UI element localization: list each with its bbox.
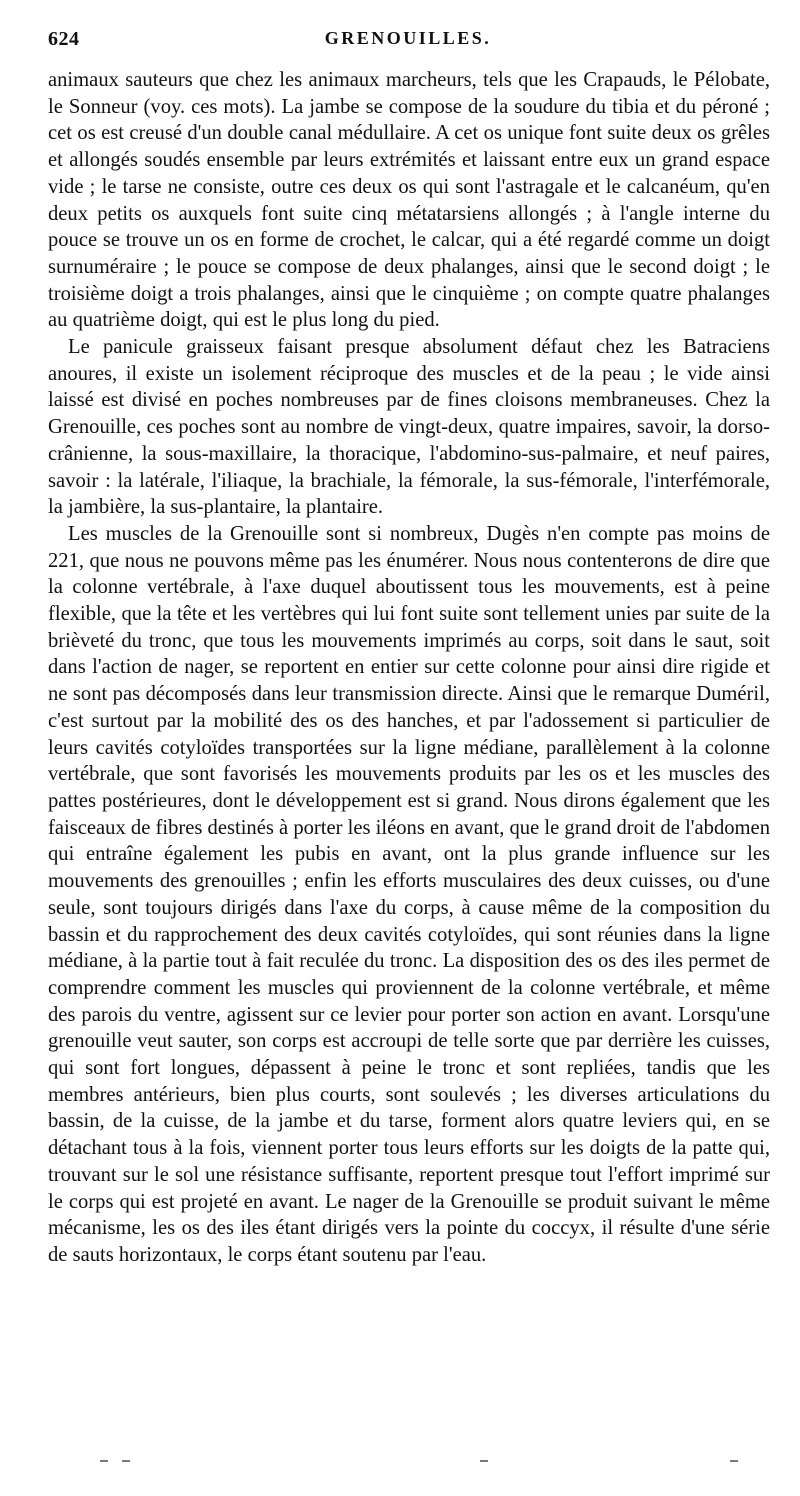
page-header bbox=[48, 28, 768, 60]
page-number: 624 bbox=[48, 28, 80, 50]
print-mark bbox=[730, 1460, 738, 1462]
paragraph-panicule: Le panicule graisseux faisant presque absolument défaut chez les Batraciens anoures, il existe un isolement réciproque des muscles et de la peau ; le vide ainsi laissé est divisé en poches nombreuses par de fines cloisons membraneuses. Chez la Grenouille, ces poches sont au nombre de vingt-deux, quatre impaires, savoir, la dorso-crânienne, la sous-maxillaire, la thoracique, l'abdomino-sus-palmaire, et neuf paires, savoir : la latérale, l'iliaque, la brachiale, la fémorale, la sus-fémorale, l'interfémorale, la jambière, la sus-plantaire, la plantaire. bbox=[48, 336, 770, 519]
print-mark bbox=[100, 1460, 108, 1462]
print-mark bbox=[480, 1460, 488, 1462]
running-title: GRENOUILLES. bbox=[324, 28, 492, 48]
footer-print-marks bbox=[100, 1460, 740, 1466]
paragraph-muscles: Les muscles de la Grenouille sont si nombreux, Dugès n'en compte pas moins de 221, que nous ne pouvons même pas les énumérer. Nous nous contenterons de dire que la colonne vertébrale, à l'axe duquel aboutissent tous les mouvements, est à peine flexible, que la tête et les vertèbres qui lui font suite sont tellement unies par suite de la brièveté du tronc, que tous les mouvements imprimés au corps, soit dans le saut, soit dans l'action de nager, se reportent en entier sur cette colonne pour ainsi dire rigide et ne sont pas décomposés dans leur transmission directe. Ainsi que le remarque Duméril, c'est surtout par la mobilité des os des hanches, et par l'adossement si particulier de leurs cavités cotyloïdes transportées sur la ligne médiane, parallèlement à la colonne vertébrale, que sont favorisés les mouvements produits par les os et les muscles des pattes postérieures, dont le développement est si grand. Nous dirons également que les faisceaux de fibres destinés à porter les iléons en avant, que le grand droit de l'abdomen qui entraîne également les pubis en avant, ont la plus grande influence sur les mouvements des grenouilles ; enfin les efforts musculaires des deux cuisses, ou d'une seule, sont toujours dirigés dans l'axe du corps, à cause même de la composition du bassin et du rapprochement des deux cavités cotyloïdes, qui sont réunies dans la ligne médiane, à la partie tout à fait reculée du tronc. La disposition des os des iles permet de comprendre comment les muscles qui proviennent de la colonne vertébrale, et même des parois du ventre, agissent sur ce levier pour porter son action en avant. Lorsqu'une grenouille veut sauter, son corps est accroupi de telle sorte que par derrière les cuisses, qui sont fort longues, dépassent à peine le tronc et sont repliées, tandis que les membres antérieurs, bien plus courts, sont soulevés ; les diverses articulations du bassin, de la cuisse, de la jambe et du tarse, forment alors quatre leviers qui, en se détachant tous à la fois, viennent porter tous leurs efforts sur les doigts de la patte qui, trouvant sur le sol une résistance suffisante, reportent presque tout l'effort imprimé sur le corps qui est projeté en avant. Le nager de la Grenouille se produit suivant le même mécanisme, les os des iles étant dirigés vers la pointe du coccyx, il résulte d'une série de sauts horizontaux, le corps étant soutenu par l'eau. bbox=[48, 522, 770, 1266]
print-mark bbox=[122, 1460, 130, 1462]
body-text bbox=[48, 67, 770, 1269]
paragraph-continuation: animaux sauteurs que chez les animaux marcheurs, tels que les Crapauds, le Pélobate, le Sonneur (voy. ces mots). La jambe se compose de la soudure du tibia et du péroné ; cet os est creusé d'un double canal médullaire. A cet os unique font suite deux os grêles et allongés soudés ensemble par leurs extrémités et laissant entre eux un grand espace vide ; le tarse ne consiste, outre ces deux os qui sont l'astragale et le calcanéum, qu'en deux petits os auxquels font suite cinq métatarsiens allongés ; à l'angle interne du pouce se trouve un os en forme de crochet, le calcar, qui a été regardé comme un doigt surnuméraire ; le pouce se compose de deux phalanges, ainsi que le second doigt ; le troisième doigt a trois phalanges, ainsi que le cinquième ; on compte quatre phalanges au quatrième doigt, qui est le plus long du pied. bbox=[48, 69, 770, 332]
